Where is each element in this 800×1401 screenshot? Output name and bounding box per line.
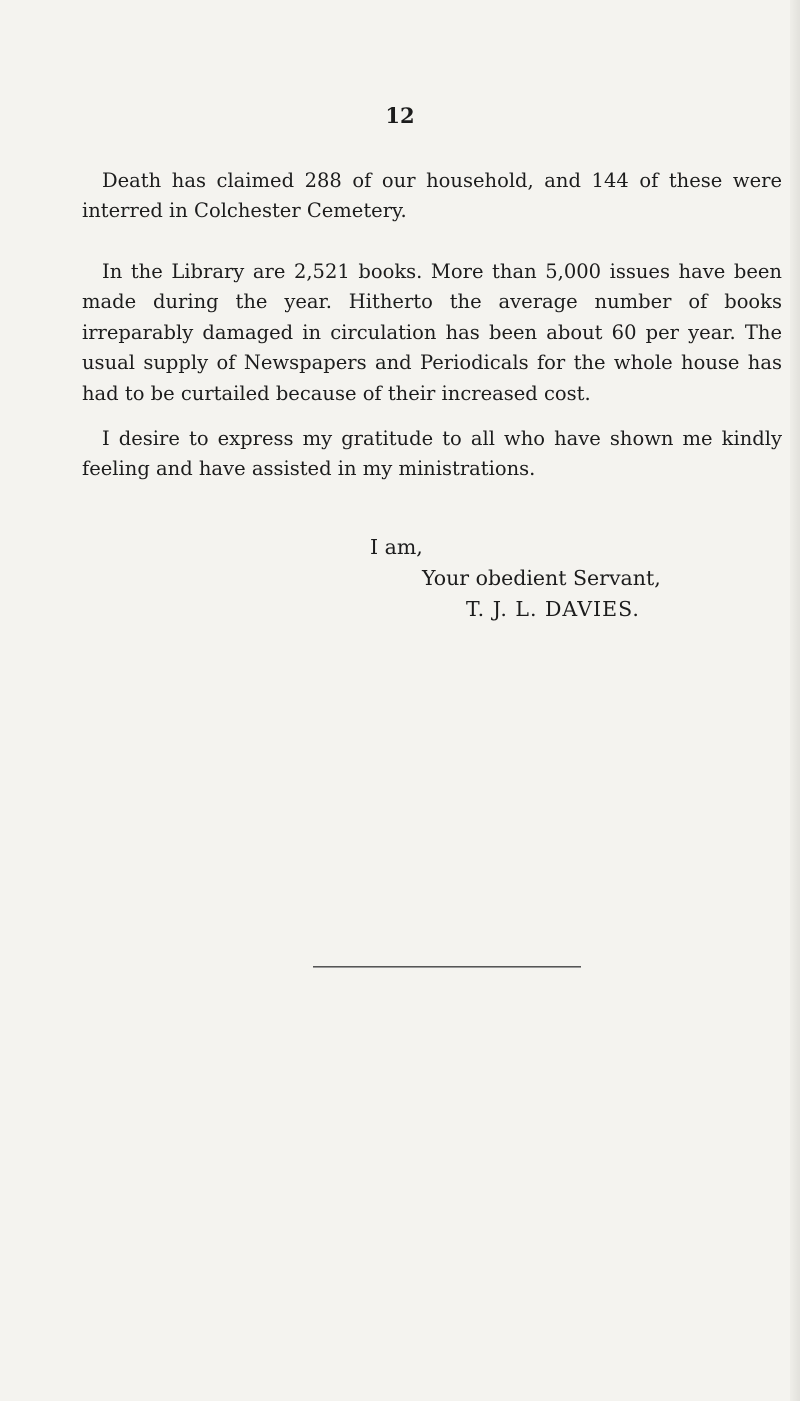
signature-name: T. J. L. DAVIES.	[466, 597, 640, 621]
paragraph-library: In the Library are 2,521 books. More than 5,000 issues have been made during the year. Hitherto the average number of books irreparably damaged in circulation has been about 60 per year. The usual supply of Newspapers and Periodicals for the whole house has had to be curtailed because of their increased cost.	[82, 260, 782, 405]
page-number: 12	[385, 103, 415, 128]
paragraph-deaths: Death has claimed 288 of our household, and 144 of these were interred in Colchester Cemetery.	[82, 169, 782, 223]
section-divider-rule	[313, 966, 581, 968]
closing-salutation: I am,	[370, 535, 423, 559]
closing-valediction: Your obedient Servant,	[422, 566, 661, 590]
paragraph-gratitude: I desire to express my gratitude to all who have shown me kindly feeling and have assisted in my ministrations.	[82, 427, 782, 481]
page-edge	[790, 0, 800, 1401]
